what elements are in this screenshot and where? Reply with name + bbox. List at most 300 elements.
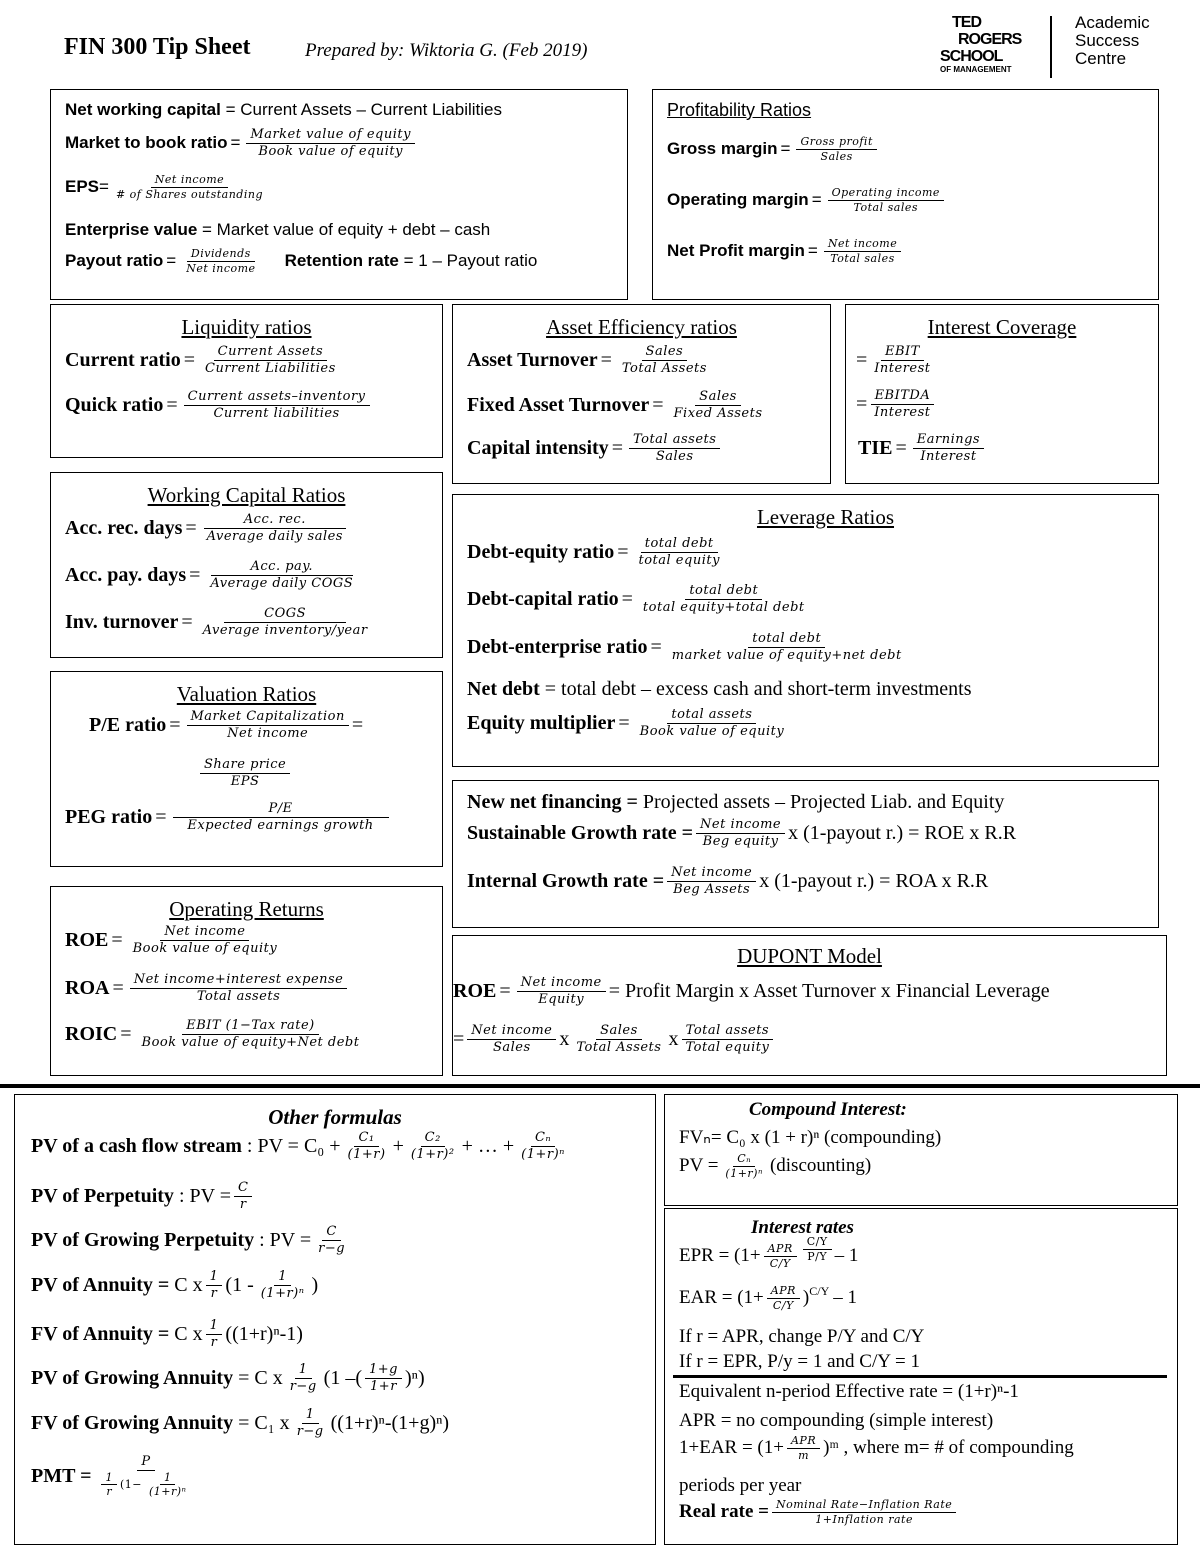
- fva-c: C x: [174, 1322, 203, 1345]
- epr-end: – 1: [834, 1245, 859, 1267]
- npm-fraction: [824, 238, 901, 264]
- nd-label: Net debt: [467, 678, 540, 700]
- pvs-d2: (1+r)²: [410, 1146, 455, 1162]
- pmt-d3n: 1: [160, 1472, 176, 1486]
- om-fraction: [828, 187, 944, 213]
- pvga-num: 1: [295, 1363, 312, 1379]
- qr-label: Quick ratio: [65, 393, 164, 416]
- dupont-roe-label: ROE: [453, 979, 497, 1002]
- qr-fraction: [184, 390, 370, 420]
- dupont-f3-den: Total equity: [685, 1039, 770, 1055]
- tie-num: Earnings: [913, 433, 984, 449]
- ard-label: Acc. rec. days: [65, 516, 183, 539]
- dev-fraction: [668, 632, 906, 662]
- payout-fraction: [182, 248, 259, 274]
- epr-exp-den: P/Y: [807, 1249, 828, 1263]
- ear2-cont: periods per year: [679, 1475, 802, 1496]
- roic-den: Book value of equity+Net debt: [141, 1034, 360, 1050]
- sgr-fraction: [696, 818, 785, 848]
- pvs-label: PV of a cash flow stream: [31, 1134, 242, 1157]
- em-num: total assets: [667, 708, 756, 724]
- fva-fraction: [206, 1319, 223, 1349]
- qr-den: Current liabilities: [213, 405, 340, 421]
- sgr-num: Net income: [696, 818, 785, 834]
- inv-label: Inv. turnover: [65, 610, 179, 633]
- internal-growth-row: [467, 866, 988, 896]
- cr-den: Current Liabilities: [205, 360, 336, 376]
- pe-ratio-row: P/E ratio = $\frac{\text{Market Capitalization}}{\text{Net income}}$ =: [89, 709, 364, 741]
- ear2-den: m: [798, 1448, 810, 1462]
- ear-num: APR: [767, 1285, 800, 1299]
- roe-num: Net income: [160, 925, 249, 941]
- interest-rates-box: [664, 1208, 1178, 1545]
- compound-pv-label: PV =: [679, 1155, 719, 1177]
- pvs-frac1: [344, 1131, 390, 1161]
- eps-fraction: [112, 174, 267, 200]
- fva-num: 1: [206, 1319, 223, 1335]
- pva-label: PV of Annuity =: [31, 1273, 170, 1296]
- pvga-end: )ⁿ): [404, 1366, 425, 1389]
- pvga-label: PV of Growing Annuity: [31, 1366, 234, 1389]
- centre-line: Centre: [1075, 49, 1127, 68]
- dc-num: total debt: [685, 584, 762, 600]
- tie-label: TIE: [858, 436, 893, 459]
- pv-annuity-row: [31, 1270, 318, 1300]
- gm-den: Sales: [820, 149, 853, 163]
- ard-fraction: [203, 513, 347, 543]
- gm-label: Gross margin: [667, 139, 778, 159]
- de-fraction: [634, 537, 723, 567]
- interest-cov-title: Interest Coverage: [927, 315, 1077, 339]
- dupont-f1-fraction: [467, 1024, 556, 1054]
- pvp-fraction: [234, 1181, 252, 1211]
- fat-label: Fixed Asset Turnover: [467, 393, 650, 416]
- igr-num: Net income: [667, 866, 756, 882]
- peg-den: Expected earnings growth: [187, 817, 374, 833]
- roe-row: ROE = $\frac{\text{Net income}}{\text{Book value of equity}}$: [65, 925, 284, 955]
- fva-end: ((1+r)ⁿ-1): [225, 1322, 303, 1345]
- pmt-d2: (1−: [119, 1477, 142, 1491]
- dupont-roe-fraction: [517, 976, 606, 1006]
- dupont-f2-fraction: [572, 1024, 665, 1054]
- pmt-d1n: 1: [101, 1472, 117, 1486]
- operating-margin-row: Operating margin = $\frac{\text{Operating income}}{\text{Total sales}}$: [667, 187, 947, 213]
- apr-note: APR = no compounding (simple interest): [679, 1410, 994, 1431]
- pvp-den: r: [239, 1196, 247, 1212]
- ebitda-coverage-row: = $\frac{\text{EBITDA}}{\text{Interest}}$: [856, 389, 938, 419]
- roa-row: ROA = $\frac{\text{Net income+interest expense}}{\text{Total assets}}$: [65, 973, 350, 1003]
- new-net-financing-row: [467, 791, 1004, 814]
- dupont-roe-num: Net income: [517, 976, 606, 992]
- logo-line: SCHOOL: [940, 48, 1003, 65]
- qr-num: Current assets–inventory: [184, 390, 370, 406]
- dev-num: total debt: [748, 632, 825, 648]
- pvga-den2: 1+r: [370, 1378, 397, 1394]
- pmt-den: [94, 1471, 197, 1498]
- pva-num: 1: [206, 1270, 223, 1286]
- operating-returns-title: Operating Returns: [169, 897, 324, 921]
- om-num: Operating income: [828, 187, 944, 201]
- pe2-num: Share price: [200, 758, 290, 774]
- fvga-num: 1: [302, 1408, 319, 1424]
- payout-num: Dividends: [187, 248, 255, 262]
- ev-label: Enterprise value: [65, 220, 198, 239]
- ebit-num: EBIT: [881, 345, 924, 361]
- dupont-f1-den: Sales: [492, 1039, 531, 1055]
- roe-label: ROE: [65, 928, 109, 951]
- dupont-f3-fraction: [681, 1024, 773, 1054]
- valuation-title: Valuation Ratios: [176, 682, 317, 706]
- fvga-c: = C₁ x: [238, 1411, 290, 1434]
- roe-fraction: [129, 925, 282, 955]
- current-ratio-row: Current ratio = $\frac{\text{Current Assets}}{\text{Current Liabilities}}$: [65, 345, 343, 375]
- ard-den: Average daily sales: [206, 528, 343, 544]
- pe-fraction: [187, 710, 349, 740]
- pvga-frac1: [286, 1363, 321, 1393]
- em-fraction: [636, 708, 789, 738]
- tie-fraction: [913, 433, 984, 463]
- pvgp-label: PV of Growing Perpetuity: [31, 1228, 255, 1251]
- mtb-num: Market value of equity: [246, 128, 415, 144]
- payout-den: Net income: [186, 261, 256, 275]
- sgr-den: Beg equity: [702, 833, 779, 849]
- ev-row: [65, 220, 490, 240]
- profitability-box: [652, 89, 1159, 300]
- epr-row: [679, 1235, 859, 1270]
- pmt-row: [31, 1455, 201, 1498]
- fat-den: Fixed Assets: [673, 405, 763, 421]
- ard-num: Acc. rec.: [204, 513, 346, 529]
- eq-nperiod: Equivalent n-period Effective rate = (1+r)ⁿ-1: [679, 1381, 1019, 1402]
- fat-num: Sales: [695, 390, 741, 406]
- pvs-d3: (1+r)ⁿ: [521, 1146, 565, 1162]
- fat-fraction: [670, 390, 767, 420]
- valuation-box: [50, 671, 443, 867]
- pe-alt-row: [197, 758, 293, 788]
- pv-growing-perpetuity-row: [31, 1225, 352, 1255]
- inv-den: Average inventory/year: [202, 622, 368, 638]
- other-title: Other formulas: [268, 1105, 402, 1129]
- tie-row: TIE = $\frac{\text{Earnings}}{\text{Interest}}$: [858, 433, 987, 463]
- pe-den: Net income: [227, 725, 309, 741]
- eps-label: EPS: [65, 177, 100, 197]
- rates-note1: If r = APR, change P/Y and C/Y: [679, 1326, 925, 1347]
- real-fraction: [772, 1499, 956, 1525]
- fv-growing-annuity-row: [31, 1408, 449, 1438]
- cr-fraction: [201, 345, 340, 375]
- at-num: Sales: [642, 345, 688, 361]
- pva-end: ): [311, 1273, 319, 1296]
- compound-title: Compound Interest:: [749, 1099, 907, 1120]
- school-logo: [940, 14, 1040, 74]
- dev-den: market value of equity+net debt: [671, 647, 902, 663]
- section-divider: [0, 1084, 1200, 1088]
- eps-row: EPS = $\frac{\text{Net income}}{\text{\# of Shares outstanding}}$: [65, 174, 270, 200]
- acc-rec-days-row: Acc. rec. days = $\frac{\text{Acc. rec.}}{\text{Average daily sales}}$: [65, 513, 350, 543]
- compound-pv-fraction: [721, 1153, 767, 1179]
- liquidity-title: Liquidity ratios: [181, 315, 312, 339]
- epr-exponent: [803, 1236, 832, 1262]
- pvga-mid: (1 –(: [323, 1366, 362, 1389]
- rates-note2: If r = EPR, P/y = 1 and C/Y = 1: [679, 1351, 920, 1372]
- dupont-decomposition-row: = $\frac{\text{Net income}}{\text{Sales}}$ x $\frac{\text{Sales}}{\text{Total Assets}}$ x $\frac{\text{Total assets}}{\text{Total equity}}$: [453, 1024, 776, 1054]
- rates-divider: [673, 1375, 1167, 1378]
- capital-intensity-row: Capital intensity = $\frac{\text{Total assets}}{\text{Sales}}$: [467, 433, 723, 463]
- cr-label: Current ratio: [65, 348, 181, 371]
- inv-num: COGS: [224, 607, 346, 623]
- mtb-fraction: [246, 128, 415, 158]
- peg-ratio-row: PEG ratio = $\frac{P/E}{\text{Expected earnings growth}}$: [65, 802, 392, 832]
- ear2-fraction: [787, 1435, 820, 1461]
- fv-annuity-row: [31, 1319, 303, 1349]
- ebit-fraction: [870, 345, 934, 375]
- em-den: Book value of equity: [639, 723, 785, 739]
- pvs-n2: C₂: [421, 1131, 445, 1147]
- pvga-num2: 1+g: [365, 1363, 402, 1379]
- nwc-row: [65, 100, 502, 120]
- igr-den: Beg Assets: [673, 881, 751, 897]
- ev-expr: = Market value of equity + debt – cash: [202, 220, 491, 239]
- pva-den: r: [210, 1285, 218, 1301]
- pmt-den-frac2: [145, 1472, 191, 1498]
- epr-num: APR: [764, 1243, 797, 1257]
- dupont-title: DUPONT Model: [737, 944, 882, 968]
- fvga-fraction: [293, 1408, 328, 1438]
- cr-num: Current Assets: [214, 345, 328, 361]
- centre-logo: [1075, 14, 1150, 68]
- compound-pv-end: (discounting): [769, 1155, 872, 1177]
- pe-label: P/E ratio: [89, 713, 167, 736]
- roa-fraction: [130, 973, 348, 1003]
- gm-fraction: [796, 136, 876, 162]
- ear-end: – 1: [833, 1287, 857, 1309]
- dev-label: Debt-enterprise ratio: [467, 635, 648, 658]
- pvs-frac3: [517, 1131, 569, 1161]
- pvs-mid: + … +: [461, 1134, 515, 1157]
- net-debt-row: [467, 678, 972, 701]
- logo-line: ROGERS: [958, 31, 1022, 48]
- payout-label: Payout ratio: [65, 251, 164, 271]
- fixed-asset-turnover-row: Fixed Asset Turnover = $\frac{\text{Sales}}{\text{Fixed Assets}}$: [467, 390, 770, 420]
- ear-fraction: [767, 1285, 800, 1311]
- nwc-expr: = Current Assets – Current Liabilities: [225, 100, 502, 119]
- compound-pv-row: [679, 1153, 871, 1179]
- ear-row: EAR = (1+ $\frac{\text{APR}}{C/Y}$ ) $^{C/Y}$ – 1: [679, 1283, 857, 1312]
- pva-frac1: [206, 1270, 223, 1300]
- pva-num2: 1: [274, 1270, 291, 1286]
- ear2-row: [679, 1435, 1074, 1461]
- logo-divider: [1050, 16, 1052, 78]
- dupont-box: [452, 935, 1167, 1076]
- roic-label: ROIC: [65, 1022, 118, 1045]
- logo-line: OF MANAGEMENT: [940, 65, 1012, 74]
- pva-frac2: [257, 1270, 309, 1300]
- ebit-den: Interest: [874, 360, 931, 376]
- leverage-box: [452, 494, 1159, 767]
- nnf-label: New net financing =: [467, 791, 638, 813]
- quick-ratio-row: Quick ratio = $\frac{\text{Current assets–inventory}}{\text{Current liabilities}}$: [65, 390, 373, 420]
- pvga-den: r−g: [289, 1378, 317, 1394]
- inv-fraction: [199, 607, 372, 637]
- apd-label: Acc. pay. days: [65, 563, 187, 586]
- compound-pv-den: (1+r)ⁿ: [725, 1166, 763, 1180]
- ci-den: Sales: [655, 448, 694, 464]
- pvs-n3: Cₙ: [531, 1131, 555, 1147]
- pmt-d1d: r: [106, 1485, 113, 1499]
- debt-equity-row: Debt-equity ratio = $\frac{\text{total debt}}{\text{total equity}}$: [467, 537, 727, 567]
- rates-title: Interest rates: [751, 1217, 854, 1238]
- ebitda-num: EBITDA: [871, 389, 935, 405]
- equity-multiplier-row: Equity multiplier = $\frac{\text{total assets}}{\text{Book value of equity}}$: [467, 708, 791, 738]
- dupont-f2-den: Total Assets: [576, 1039, 662, 1055]
- ear2-end: )ᵐ , where m= # of compounding: [823, 1437, 1074, 1459]
- epr-label: EPR = (1+: [679, 1245, 761, 1267]
- apd-den: Average daily COGS: [210, 575, 354, 591]
- mtb-label: Market to book ratio: [65, 133, 228, 153]
- ear2-label: 1+EAR = (1+: [679, 1437, 784, 1459]
- pv-perpetuity-row: [31, 1181, 255, 1211]
- retention-label: Retention rate: [284, 251, 399, 271]
- pvs-frac2: [407, 1131, 459, 1161]
- dupont-roe-row: ROE = $\frac{\text{Net income}}{\text{Equity}}$ = Profit Margin x Asset Turnover x Financial Leverage: [453, 975, 1050, 1007]
- sustainable-growth-row: [467, 818, 1016, 848]
- pvp-num: C: [234, 1181, 252, 1197]
- centre-line: Success: [1075, 31, 1140, 50]
- at-label: Asset Turnover: [467, 348, 598, 371]
- ebitda-den: Interest: [874, 404, 931, 420]
- de-label: Debt-equity ratio: [467, 540, 615, 563]
- prepared-by: Prepared by: Wiktoria G. (Feb 2019): [305, 40, 588, 61]
- pvs-n1: C₁: [354, 1131, 378, 1147]
- npm-label: Net Profit margin: [667, 241, 805, 261]
- pv-stream-row: PV of a cash flow stream : PV = C₀ + $\frac{\text{C₁}}{(1+r)}$ + $\frac{\text{C₂}}{\text{(1+r)²}}$ + … + $\frac{\text{Cₙ}}{\text{(1+r)ⁿ}}$: [31, 1131, 572, 1161]
- sgr-expr: x (1-payout r.) = ROE x R.R: [788, 821, 1017, 844]
- dupont-roe-expr: = Profit Margin x Asset Turnover x Financial Leverage: [608, 979, 1050, 1002]
- working-capital-box: [50, 472, 443, 658]
- npm-num: Net income: [824, 238, 901, 252]
- ci-num: Total assets: [629, 433, 720, 449]
- debt-capital-row: Debt-capital ratio = $\frac{\text{total debt}}{\text{total equity+total debt}}$: [467, 584, 812, 614]
- pvgp-num: C: [322, 1225, 340, 1241]
- roa-num: Net income+interest expense: [130, 973, 348, 989]
- pva-c: C x: [174, 1273, 203, 1296]
- igr-expr: x (1-payout r.) = ROA x R.R: [759, 869, 989, 892]
- pvga-c: = C x: [238, 1366, 283, 1389]
- asset-eff-title: Asset Efficiency ratios: [546, 315, 737, 339]
- profitability-title: Profitability Ratios: [667, 100, 812, 120]
- pva-den2: (1+r)ⁿ: [260, 1285, 305, 1301]
- asset-efficiency-box: [452, 304, 831, 484]
- real-label: Real rate =: [679, 1501, 769, 1523]
- ear-den: C/Y: [772, 1298, 794, 1312]
- general-box: [50, 89, 628, 300]
- real-num: Nominal Rate−Inflation Rate: [772, 1499, 956, 1513]
- dupont-f1-num: Net income: [467, 1024, 556, 1040]
- pmt-d3d: (1+r)ⁿ: [148, 1485, 187, 1499]
- debt-enterprise-row: Debt-enterprise ratio = $\frac{\text{total debt}}{\text{market value of equity+net debt}}$: [467, 632, 909, 662]
- fvga-label: FV of Growing Annuity: [31, 1411, 234, 1434]
- sgr-label: Sustainable Growth rate =: [467, 821, 694, 844]
- pvp-expr: : PV =: [178, 1184, 231, 1207]
- ebit-coverage-row: = $\frac{\text{EBIT}}{\text{Interest}}$: [856, 345, 938, 375]
- ear-label: EAR = (1+: [679, 1287, 764, 1309]
- pvga-frac2: [365, 1363, 402, 1393]
- ci-label: Capital intensity: [467, 436, 609, 459]
- interest-coverage-box: [845, 304, 1159, 484]
- dupont-f3-num: Total assets: [682, 1024, 773, 1040]
- em-label: Equity multiplier: [467, 711, 616, 734]
- page-title: FIN 300 Tip Sheet: [64, 34, 251, 60]
- fva-den: r: [210, 1334, 218, 1350]
- eps-den: # of Shares outstanding: [115, 187, 263, 201]
- nnf-expr: Projected assets – Projected Liab. and Equity: [642, 791, 1005, 813]
- at-fraction: [618, 345, 711, 375]
- asset-turnover-row: Asset Turnover = $\frac{\text{Sales}}{\text{Total Assets}}$: [467, 345, 714, 375]
- pv-growing-annuity-row: [31, 1363, 425, 1393]
- peg-label: PEG ratio: [65, 805, 153, 828]
- compound-pv-num: Cₙ: [733, 1153, 755, 1167]
- nwc-label: Net working capital: [65, 100, 221, 119]
- retention-expr: = 1 – Payout ratio: [403, 251, 538, 271]
- pe2-fraction: [200, 758, 290, 788]
- fvga-end: ((1+r)ⁿ-(1+g)ⁿ): [330, 1411, 450, 1434]
- pvs-expr: : PV = C₀ +: [246, 1134, 341, 1157]
- fvga-den: r−g: [296, 1423, 324, 1439]
- roe-den: Book value of equity: [132, 940, 278, 956]
- pmt-fraction: [94, 1455, 197, 1498]
- igr-fraction: [667, 866, 756, 896]
- pmt-label: PMT =: [31, 1464, 92, 1487]
- acc-pay-days-row: Acc. pay. days = $\frac{\text{Acc. pay.}}{\text{Average daily COGS}}$: [65, 560, 360, 590]
- pvgp-expr: : PV =: [259, 1228, 312, 1251]
- dc-fraction: [639, 584, 809, 614]
- payout-row: Payout ratio = $\frac{\text{Dividends}}{\text{Net income}}$ Retention rate = 1 – Payout ratio: [65, 247, 538, 275]
- de-den: total equity: [638, 552, 720, 568]
- apd-fraction: [206, 560, 357, 590]
- ebitda-fraction: [870, 389, 934, 419]
- apd-num: Acc. pay.: [211, 560, 354, 576]
- net-profit-margin-row: Net Profit margin = $\frac{\text{Net income}}{\text{Total sales}}$: [667, 238, 904, 264]
- logo-line: TED: [952, 14, 981, 31]
- centre-line: Academic: [1075, 13, 1150, 32]
- liquidity-box: [50, 304, 443, 458]
- pmt-den-frac1: [101, 1472, 117, 1498]
- pvgp-fraction: [314, 1225, 349, 1255]
- real-rate-row: [679, 1499, 959, 1525]
- inv-turnover-row: Inv. turnover = $\frac{\text{COGS}}{\text{Average inventory/year}}$: [65, 607, 375, 637]
- fva-label: FV of Annuity =: [31, 1322, 170, 1345]
- compound-fv: FVₙ= C₀ x (1 + r)ⁿ (compounding): [679, 1127, 942, 1148]
- ci-fraction: [629, 433, 720, 463]
- peg-num: P/E: [173, 802, 389, 818]
- pvgp-den: r−g: [318, 1240, 346, 1256]
- de-num: total debt: [641, 537, 718, 553]
- at-den: Total Assets: [621, 360, 707, 376]
- om-den: Total sales: [853, 200, 918, 214]
- om-label: Operating margin: [667, 190, 809, 210]
- peg-fraction: [173, 802, 389, 832]
- leverage-title: Leverage Ratios: [756, 505, 895, 529]
- npm-den: Total sales: [830, 251, 895, 265]
- ear-exp: C/Y: [809, 1283, 830, 1298]
- roic-row: ROIC = $\frac{\text{EBIT (1−Tax rate)}}{\text{Book value of equity+Net debt}}$: [65, 1019, 366, 1049]
- compound-interest-box: [664, 1094, 1178, 1206]
- roic-num: EBIT (1−Tax rate): [182, 1019, 319, 1035]
- tie-den: Interest: [920, 448, 977, 464]
- gm-num: Gross profit: [796, 136, 876, 150]
- dc-den: total equity+total debt: [642, 599, 805, 615]
- pva-mid: (1 -: [225, 1273, 254, 1296]
